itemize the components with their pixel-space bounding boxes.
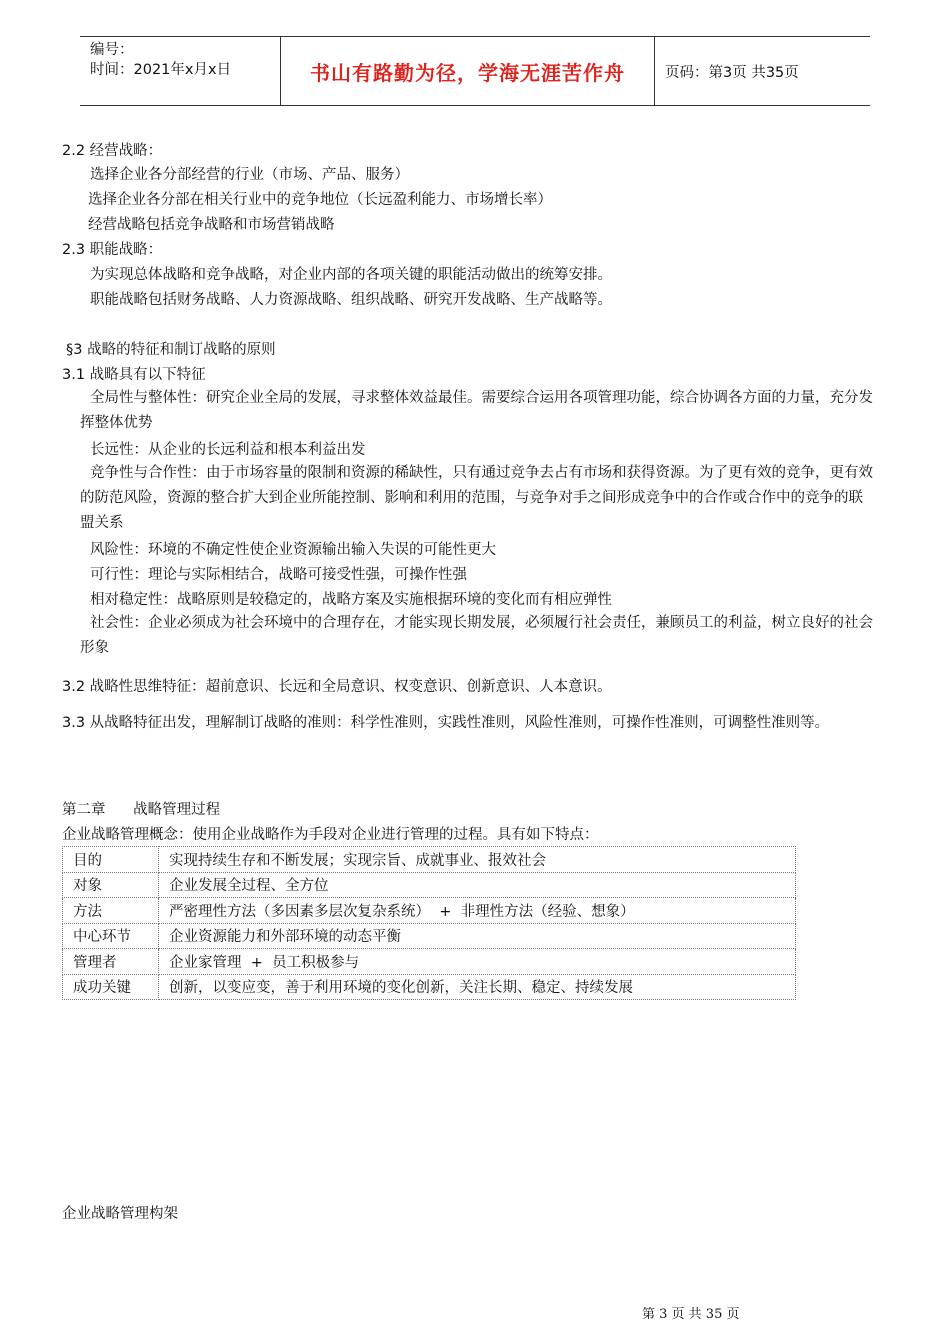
feature-competition-cooperation: 竞争性与合作性：由于市场容量的限制和资源的稀缺性，只有通过竞争去占有市场和获得资源。为了更有效的竞争，更有效的防范风险，资源的整合扩大到企业所能控制、影响和利用的范围，与竞争对手之间形成竞争中的合作或合作中的竞争的联盟关系 <box>80 465 873 531</box>
table-key-cell: 目的 <box>63 847 159 873</box>
table-value-cell: 实现持续生存和不断发展；实现宗旨、成就事业、报效社会 <box>159 847 796 873</box>
table-row <box>63 847 796 873</box>
framework-caption: 企业战略管理构架 <box>62 1206 178 1222</box>
section-3-1-heading: 3.1 战略具有以下特征 <box>62 367 206 383</box>
table-value-cell: 企业资源能力和外部环境的动态平衡 <box>159 923 796 949</box>
section-2-2-line-1: 选择企业各分部经营的行业（市场、产品、服务） <box>90 167 409 183</box>
table-value-cell: 严密理性方法（多因素多层次复杂系统） + 非理性方法（经验、想象） <box>159 898 796 924</box>
section-2-2-line-2: 选择企业各分部在相关行业中的竞争地位（长远盈利能力、市场增长率） <box>88 192 552 208</box>
document-number-label: 编号： <box>90 42 134 58</box>
table-key-cell: 中心环节 <box>63 923 159 949</box>
strategy-management-features-table <box>62 846 796 1000</box>
table-row <box>63 898 796 924</box>
table-key-cell: 管理者 <box>63 949 159 975</box>
section-2-3-heading: 2.3 职能战略： <box>62 242 163 258</box>
header-page-number: 页码：第3页 共35页 <box>665 64 799 81</box>
table-value-cell: 企业家管理 + 员工积极参与 <box>159 949 796 975</box>
document-date: 时间：2021年x月x日 <box>90 62 232 78</box>
feature-stability: 相对稳定性：战略原则是较稳定的，战略方案及实施根据环境的变化而有相应弹性 <box>90 592 612 608</box>
chapter-2-intro: 企业战略管理概念：使用企业战略作为手段对企业进行管理的过程。具有如下特点： <box>62 827 599 843</box>
table-key-cell: 成功关键 <box>63 974 159 1000</box>
feature-risk: 风险性：环境的不确定性使企业资源输出输入失误的可能性更大 <box>90 542 496 558</box>
table-value-cell: 企业发展全过程、全方位 <box>159 872 796 898</box>
table-row <box>63 872 796 898</box>
table-row <box>63 949 796 975</box>
table-row <box>63 923 796 949</box>
section-2-3-line-1: 为实现总体战略和竞争战略，对企业内部的各项关键的职能活动做出的统筹安排。 <box>90 267 612 283</box>
feature-feasibility: 可行性：理论与实际相结合，战略可接受性强，可操作性强 <box>90 567 467 583</box>
feature-long-term: 长远性：从企业的长远利益和根本利益出发 <box>90 442 366 458</box>
table-value-cell: 创新，以变应变，善于利用环境的变化创新，关注长期、稳定、持续发展 <box>159 974 796 1000</box>
page-footer: 第 3 页 共 35 页 <box>642 1307 740 1322</box>
section-2-2-heading: 2.2 经营战略： <box>62 143 163 159</box>
feature-social: 社会性：企业必须成为社会环境中的合理存在，才能实现长期发展，必须履行社会责任，兼顾员工的利益，树立良好的社会形象 <box>80 615 873 656</box>
table-row <box>63 974 796 1000</box>
section-3-3-text: 3.3 从战略特征出发，理解制订战略的准则：科学性准则，实践性准则，风险性准则，可操作性准则，可调整性准则等。 <box>62 715 830 731</box>
section-2-3-line-2: 职能战略包括财务战略、人力资源战略、组织战略、研究开发战略、生产战略等。 <box>90 292 612 308</box>
page-header <box>80 36 870 106</box>
table-key-cell: 方法 <box>63 898 159 924</box>
section-3-heading: §3 战略的特征和制订战略的原则 <box>66 342 276 358</box>
chapter-2-title: 第二章 战略管理过程 <box>62 802 221 818</box>
section-2-2-line-3: 经营战略包括竞争战略和市场营销战略 <box>88 217 335 233</box>
section-3-2-text: 3.2 战略性思维特征：超前意识、长远和全局意识、权变意识、创新意识、人本意识。 <box>62 679 612 695</box>
table-key-cell: 对象 <box>63 872 159 898</box>
header-meta <box>80 37 281 105</box>
header-motto: 书山有路勤为径，学海无涯苦作舟 <box>281 37 655 105</box>
feature-globality: 全局性与整体性：研究企业全局的发展，寻求整体效益最佳。需要综合运用各项管理功能，综合协调各方面的力量，充分发挥整体优势 <box>80 390 873 431</box>
